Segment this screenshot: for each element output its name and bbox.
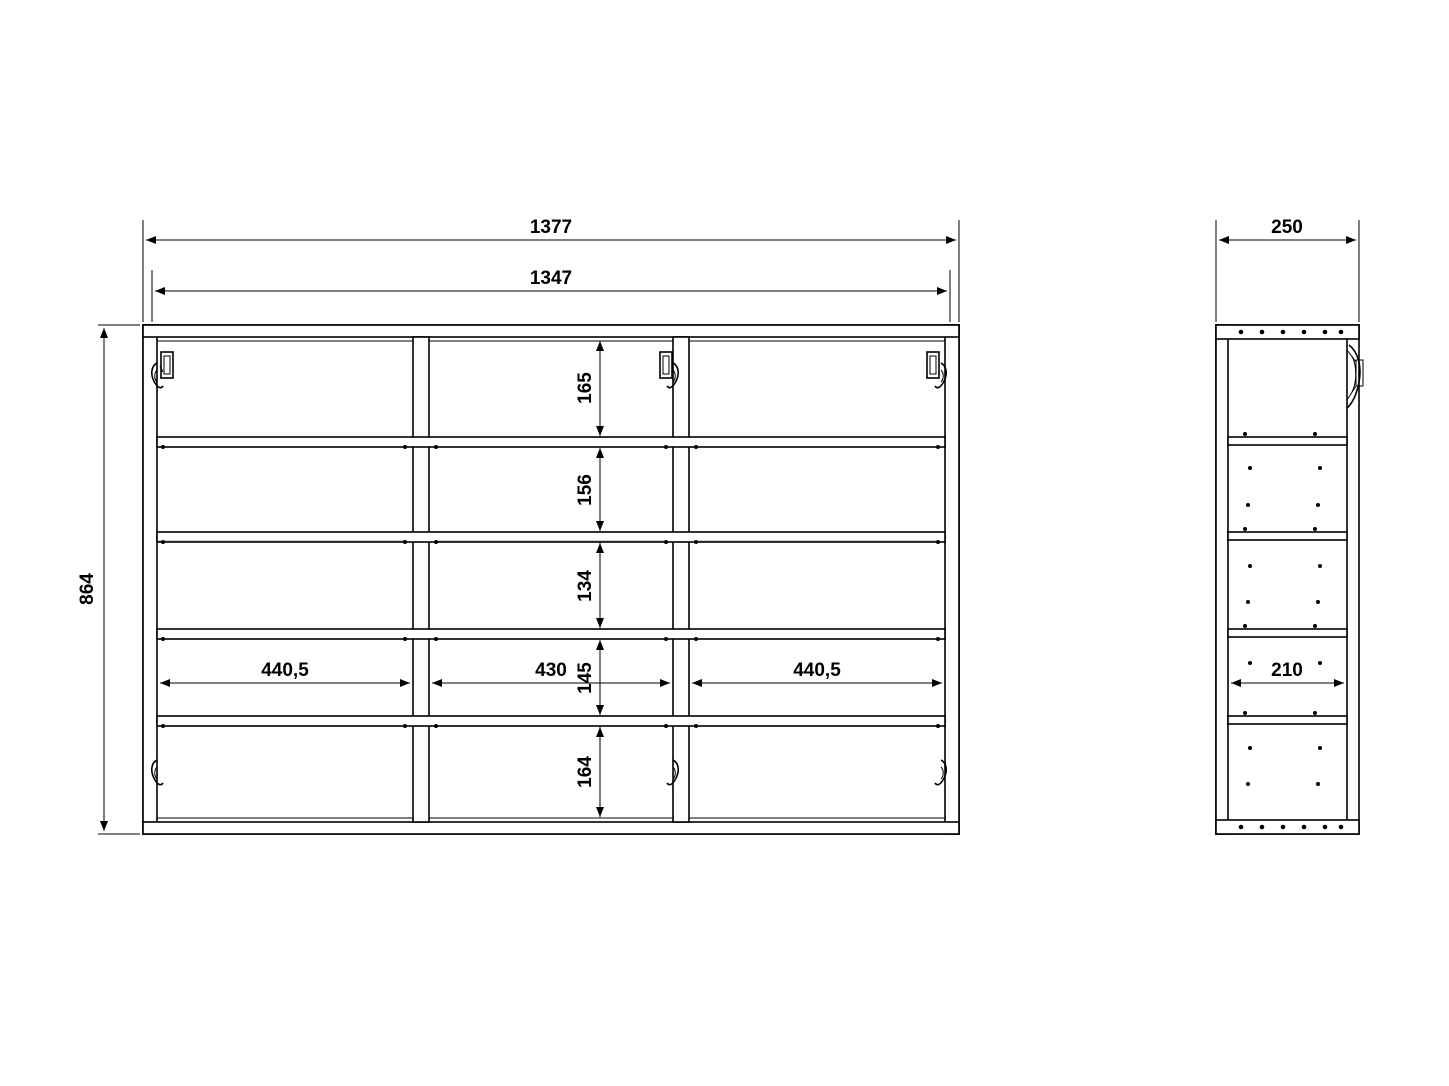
dim-gap1-label: 165 (575, 372, 596, 404)
side-shelf-1 (1228, 437, 1347, 445)
dim-inner-width-label: 1347 (529, 268, 573, 289)
dim-inner-depth-label: 210 (1271, 660, 1303, 681)
shelf-3 (157, 629, 945, 639)
right-side-panel (945, 325, 959, 834)
side-back-panel (1216, 325, 1228, 834)
dim-bay-center-label: 430 (535, 660, 567, 681)
side-top-panel (1216, 325, 1359, 339)
dim-gap3-label: 134 (575, 570, 596, 602)
dim-gap2-label: 156 (575, 474, 596, 506)
side-bottom-panel (1216, 820, 1359, 834)
dim-bay-right-label: 440,5 (793, 660, 841, 681)
divider-left (413, 337, 429, 822)
bottom-panel (143, 822, 959, 834)
side-view-group (1216, 325, 1363, 834)
dim-gap4-label: 145 (575, 662, 596, 694)
shelf-1 (157, 437, 945, 447)
dim-depth-label: 250 (1271, 217, 1303, 238)
carcass-outline (143, 325, 959, 834)
divider-right (673, 337, 689, 822)
front-view-group (143, 325, 959, 834)
side-shelf-3 (1228, 629, 1347, 637)
top-panel (143, 325, 959, 337)
side-shelf-4 (1228, 716, 1347, 724)
dim-overall-height-label: 864 (77, 573, 98, 605)
left-side-panel (143, 325, 157, 834)
dim-overall-width-label: 1377 (529, 217, 573, 238)
dim-gap5-label: 164 (575, 756, 596, 788)
side-shelf-2 (1228, 532, 1347, 540)
dim-bay-left-label: 440,5 (261, 660, 309, 681)
side-carcass-outline (1216, 325, 1359, 834)
shelf-4 (157, 716, 945, 726)
